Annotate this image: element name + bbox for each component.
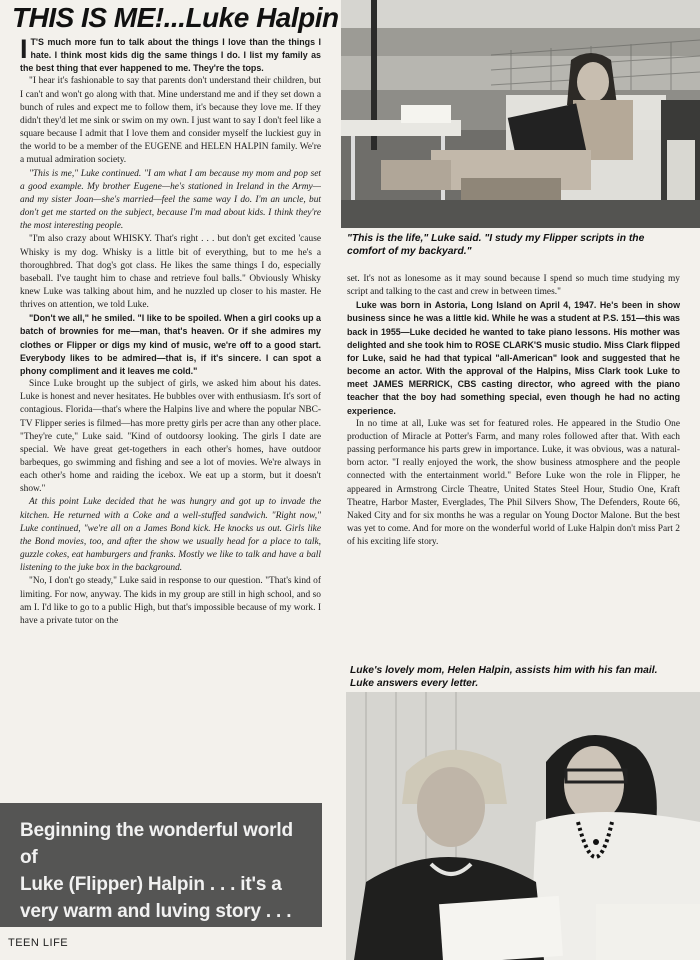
- right-column: [347, 273, 680, 549]
- left-column: [20, 36, 321, 628]
- promo-line-2: Luke (Flipper) Halpin . . . it's a: [20, 874, 282, 895]
- paragraph-3: "This is me," Luke continued. "I am what I am because my mom and pop set a good example. My brother Eugene—he's stationed in Ireland in the Army—and my sister Joan—she's married—feel the same way I do. I'm an uncle, but don't get me started on the subject, because I'm mad about kids. I think they're the most interesting people.: [20, 168, 321, 232]
- right-paragraph-2: Luke was born in Astoria, Long Island on April 4, 1947. He's been in show business since he was a little kid. While he was a student at P.S. 151—this was back in 1955—Luke decided he wanted to take piano lessons. His mother was delighted and she took him to ROSE CLARK'S music studio. Miss Clark flipped for Luke, said he had that typical "all-American" look and suggested that he become an actor. With the approval of the Halpins, Miss Clark took Luke to meet JAMES MERRICK, CBS casting director, who agreed with the piano teacher that the boy had something special, even though he had no acting experience.: [347, 300, 680, 416]
- paragraph-8: "No, I don't go steady," Luke said in response to our question. "That's kind of limiting. For now, anyway. The kids in my group are still in high school, and so am I. I'd like to go to a public High, but that's impossible because of my work. I have a private tutor on the: [20, 576, 321, 626]
- paragraph-5: "Don't we all," he smiled. "I like to be spoiled. When a girl cooks up a batch of brownies for me—man, that's heaven. Or if she admires my clothes or Flipper or digs my kind of music, we're off to a good start. Everybody likes to be admired—that is, if it's sincere. I can spot a phony compliment and it leaves me cold.": [20, 313, 321, 376]
- article-title: THIS IS ME!...Luke Halpin: [12, 2, 339, 33]
- magazine-footer: TEEN LIFE: [8, 937, 69, 949]
- backyard-photo-drawing: [341, 0, 700, 228]
- paragraph-7: At this point Luke decided that he was hungry and got up to invade the kitchen. He returned with a Coke and a well-stuffed sandwich. "Right now," Luke continued, "we're all on a James Bond kick. He knocks us out. Girls like the Bond movies, too, and after the show we usually head for a place to talk, guzzle cokes, eat hamburgers and franks. Mostly we like to talk and have a ball listening to the juke box in the background.: [20, 497, 321, 574]
- promo-box: [0, 803, 322, 927]
- paragraph-2: "I hear it's fashionable to say that parents don't understand their children, but I can't and won't go along with that. Mine understand me and if they set down a bunch of rules and expect me to follow them, it's because they love me. If they didn't they'd let me sink or swim on my own. I just want to say I don't feel like a square because I admit that I love them and consider myself the luckiest guy in the world to be a member of the EUGENE and HELEN HALPIN family. We're a mutual admiration society.: [20, 76, 321, 166]
- drop-cap: I: [20, 34, 28, 64]
- bottom-photo-caption: Luke's lovely mom, Helen Halpin, assists him with his fan mail. Luke answers every letter.: [350, 665, 658, 689]
- fan-mail-photo: [346, 692, 700, 960]
- right-paragraph-3: In no time at all, Luke was set for featured roles. He appeared in the Studio One production of Miracle at Potter's Farm, and many roles followed after that. With each passing performance his parts grew in importance. Luke, it was obvious, was a natural-born actor. "I really enjoyed the work, the show business atmosphere and the people connected with the entertainment world." Before Luke won the role in Flipper, he appeared in Armstrong Circle Theatre, United States Steel Hour, Studio One, Kraft Theatre, Harbor Master, Everglades, The Phil Silvers Show, The Defenders, Route 66, Naked City and for six months he was a regular on Young Doctor Malone. But the best was yet to come. And for more on the wonderful world of Luke Halpin don't miss Part 2 of his exciting life story.: [347, 418, 680, 548]
- paragraph-1: [20, 36, 321, 75]
- paragraph-6: Since Luke brought up the subject of girls, we asked him about his dates. Luke is honest and never hesitates. He bubbles over with enthusiasm. It's sort of contagious. Florida—that's where the Halpins live and where the popular NBC-TV Flipper series is filmed—has more pretty girls per acre than any other place. "They're cute," Luke said. "Kind of outdoorsy looking. The girls I date are special. We have great get-togethers in each other's homes, have outdoor barbeques, go swimming and fishing and see a lot of movies. We're always in each other's home and raiding the icebox. We eat up a storm, but it doesn't show.": [20, 379, 321, 495]
- fan-mail-photo-drawing: [346, 692, 700, 960]
- backyard-photo: [341, 0, 700, 228]
- paragraph-4: "I'm also crazy about WHISKY. That's right . . . but don't get excited 'cause Whisky is my dog. Whisky is a little bit of everything, but to me he's a thoroughbred. That dog's got class. He likes the same things I do, especially baseball. I've taught him to chase and retrieve foul balls." Obviously Whisky knew Luke was talking about him, and he nuzzled up closer to his master. He thrives on attention, we told Luke.: [20, 234, 321, 311]
- top-photo-caption: "This is the life," Luke said. "I study my Flipper scripts in the comfort of my backyard.": [347, 233, 645, 257]
- promo-line-3: very warm and luving story . . .: [20, 901, 292, 922]
- right-paragraph-1: set. It's not as lonesome as it may sound because I spend so much time studying my script and talking to the cast and crew in between times.": [347, 274, 680, 298]
- promo-line-1: Beginning the wonderful world of: [20, 820, 293, 868]
- paragraph-1-text: T'S much more fun to talk about the things I love than the things I hate. I think most kids dig the same things I do. I list my family as the best thing that ever happened to me. They're the tops.: [20, 37, 321, 74]
